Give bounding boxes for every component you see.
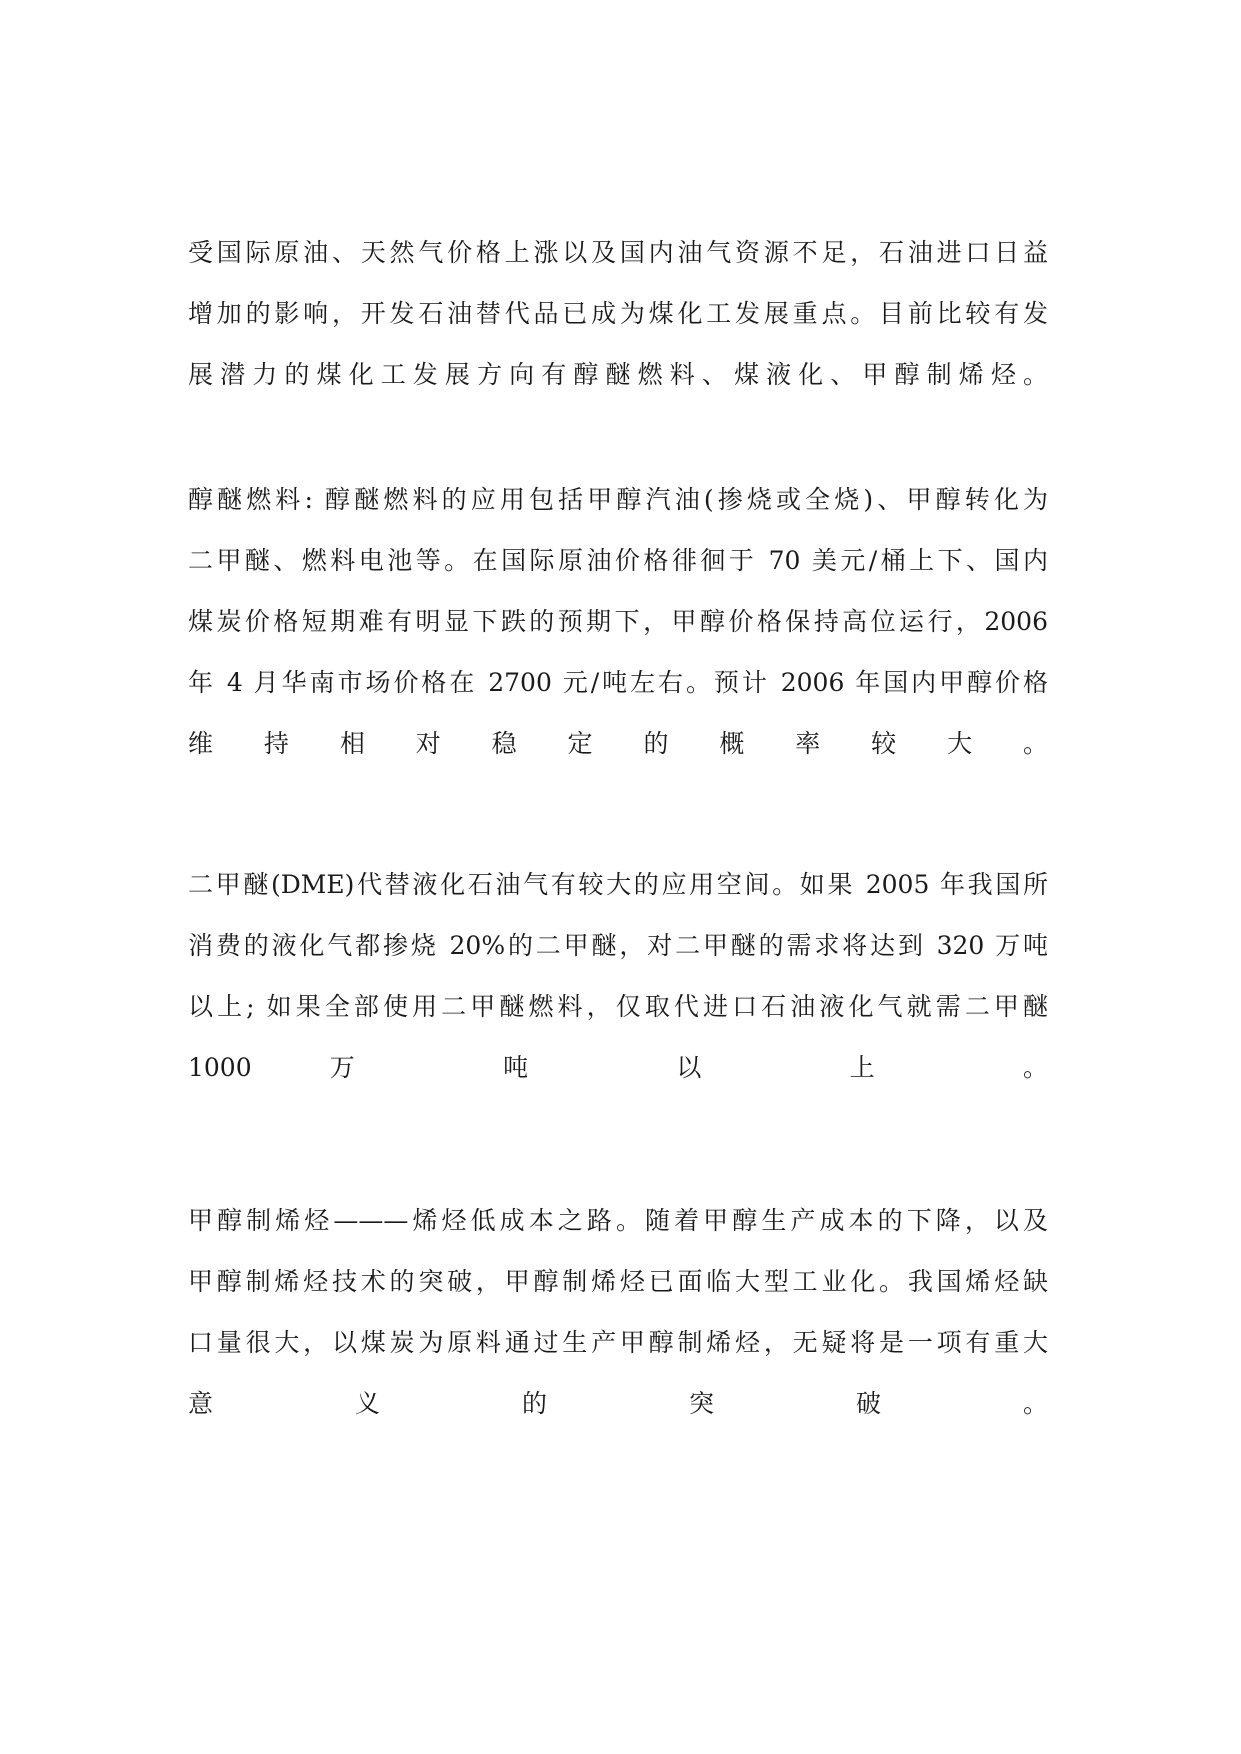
paragraph-methanol-to-olefins xyxy=(188,1190,1048,1434)
paragraph-spacer xyxy=(188,405,1048,469)
text-line: 煤炭价格短期难有明显下跌的预期下，甲醇价格保持高位运行，2006 xyxy=(188,607,1048,636)
text-line: 甲醇制烯烃技术的突破，甲醇制烯烃已面临大型工业化。我国烯烃缺 xyxy=(188,1267,1048,1296)
text-line: 消费的液化气都掺烧 20%的二甲醚，对二甲醚的需求将达到 320 万吨 xyxy=(188,931,1048,960)
document-body xyxy=(188,222,1048,1434)
paragraph-alcohol-ether-fuel xyxy=(188,469,1048,774)
text-line: 展潜力的煤化工发展方向有醇醚燃料、煤液化、甲醇制烯烃。 xyxy=(188,360,1048,389)
text-line: 醇醚燃料: 醇醚燃料的应用包括甲醇汽油(掺烧或全烧)、甲醇转化为 xyxy=(188,485,1048,514)
text-line: 意 义 的 突 破 。 xyxy=(188,1389,1048,1418)
text-line: 增加的影响，开发石油替代品已成为煤化工发展重点。目前比较有发 xyxy=(188,299,1048,328)
paragraph-spacer xyxy=(188,1098,1048,1190)
text-line: 受国际原油、天然气价格上涨以及国内油气资源不足，石油进口日益 xyxy=(188,238,1048,267)
paragraph-intro xyxy=(188,222,1048,405)
text-line: 1000 万 吨 以 上 。 xyxy=(188,1053,1048,1082)
text-line: 二甲醚(DME)代替液化石油气有较大的应用空间。如果 2005 年我国所 xyxy=(188,870,1048,899)
text-line: 二甲醚、燃料电池等。在国际原油价格徘徊于 70 美元/桶上下、国内 xyxy=(188,546,1048,575)
text-line: 年 4 月华南市场价格在 2700 元/吨左右。预计 2006 年国内甲醇价格 xyxy=(188,668,1048,697)
paragraph-dme xyxy=(188,854,1048,1098)
text-line: 甲醇制烯烃———烯烃低成本之路。随着甲醇生产成本的下降，以及 xyxy=(188,1206,1048,1235)
text-line: 以上; 如果全部使用二甲醚燃料，仅取代进口石油液化气就需二甲醚 xyxy=(188,992,1048,1021)
text-line: 口量很大，以煤炭为原料通过生产甲醇制烯烃，无疑将是一项有重大 xyxy=(188,1328,1048,1357)
paragraph-spacer xyxy=(188,774,1048,854)
text-line: 维 持 相 对 稳 定 的 概 率 较 大 。 xyxy=(188,729,1048,758)
